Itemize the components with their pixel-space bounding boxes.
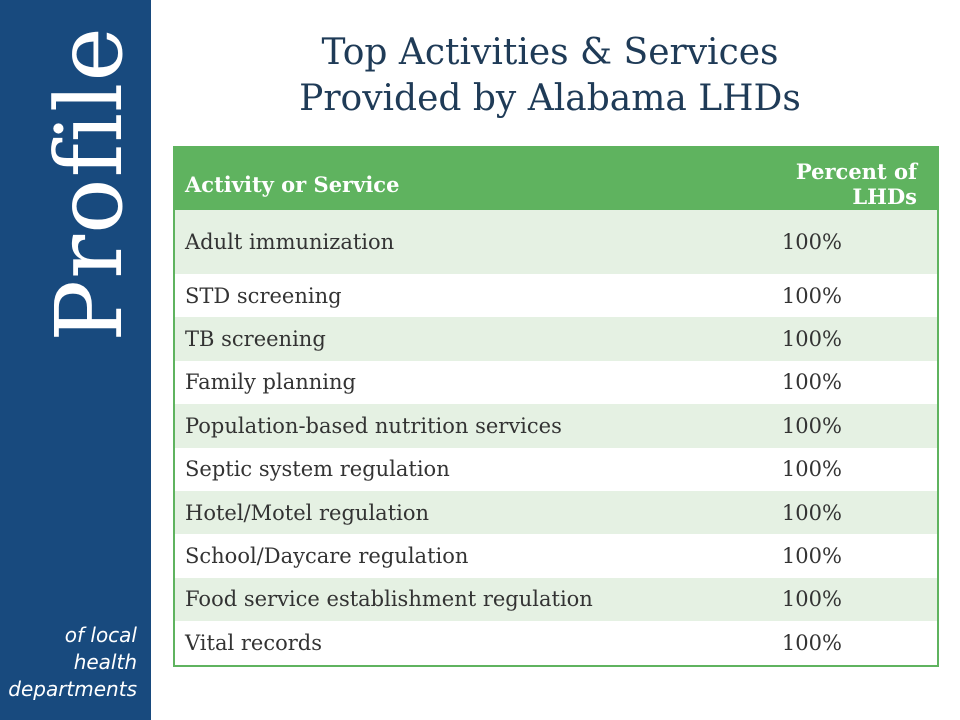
table-row	[175, 621, 937, 664]
percent-cell: 100%	[739, 404, 937, 447]
activity-cell: Hotel/Motel regulation	[175, 491, 739, 534]
activities-table	[175, 148, 937, 665]
header-activity: Activity or Service	[175, 148, 739, 210]
activity-cell: School/Daycare regulation	[185, 544, 469, 569]
percent-cell: 100%	[781, 457, 842, 482]
profile-wordmark: Profile	[36, 26, 143, 342]
table-row	[175, 448, 937, 491]
percent-cell: 100%	[781, 544, 842, 569]
activity-cell: TB screening	[175, 317, 739, 360]
activities-table-container	[173, 146, 939, 667]
title-line-1: Top Activities & Services	[321, 32, 779, 73]
tagline-line-1: of local	[64, 623, 137, 647]
slide-title	[170, 30, 930, 122]
table-header-row	[175, 148, 937, 210]
percent-cell: 100%	[739, 491, 937, 534]
table-row	[175, 534, 937, 577]
sidebar	[0, 0, 151, 720]
percent-cell: 100%	[739, 578, 937, 621]
percent-cell: 100%	[781, 630, 842, 655]
activity-cell: Family planning	[185, 370, 356, 395]
table-row	[175, 491, 937, 534]
activity-cell: Vital records	[185, 630, 322, 655]
table-row	[175, 578, 937, 621]
table-body	[175, 210, 937, 665]
activity-cell: Septic system regulation	[185, 457, 450, 482]
activity-cell: Food service establishment regulation	[175, 578, 739, 621]
table-row	[175, 274, 937, 317]
table-row	[175, 404, 937, 447]
table-row	[175, 361, 937, 404]
activity-cell: STD screening	[185, 283, 342, 308]
percent-cell: 100%	[739, 210, 937, 274]
table-row	[175, 317, 937, 360]
title-line-2: Provided by Alabama LHDs	[299, 78, 801, 119]
header-percent: Percent of LHDs	[739, 148, 937, 210]
activity-cell: Adult immunization	[175, 210, 739, 274]
percent-cell: 100%	[739, 317, 937, 360]
tagline-line-3: departments	[8, 677, 137, 701]
sidebar-tagline	[8, 622, 137, 703]
percent-cell: 100%	[781, 283, 842, 308]
percent-cell: 100%	[781, 370, 842, 395]
activity-cell: Population-based nutrition services	[175, 404, 739, 447]
tagline-line-2: health	[73, 650, 137, 674]
table-row	[175, 210, 937, 274]
